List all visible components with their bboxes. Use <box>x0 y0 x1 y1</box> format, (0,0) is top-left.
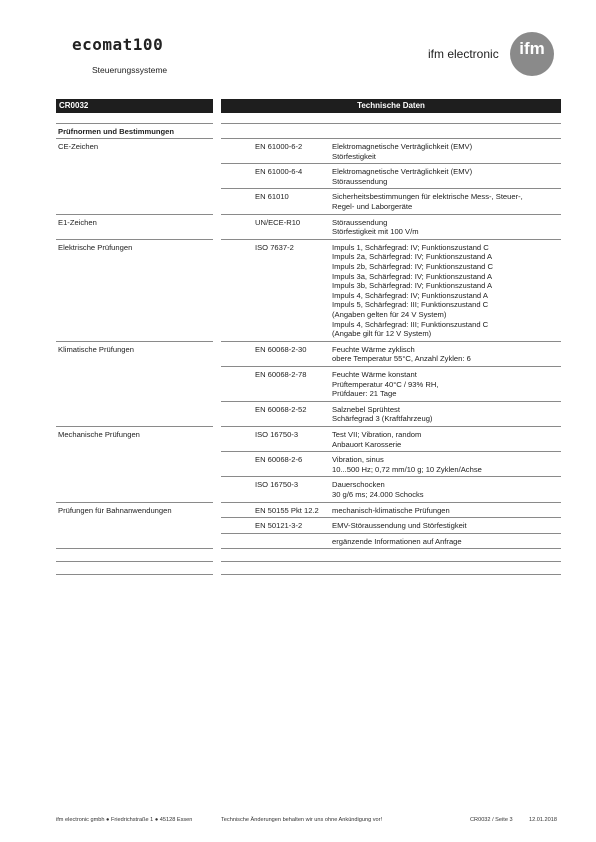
standard-code: ISO 16750-3 <box>255 430 299 439</box>
row-divider <box>221 451 561 452</box>
category-label: CE-Zeichen <box>58 142 99 151</box>
spec-description: Elektromagnetische Verträglichkeit (EMV) <box>332 167 473 177</box>
spec-description: 30 g/6 ms; 24.000 Schocks <box>332 490 424 499</box>
row-divider <box>56 138 213 139</box>
footer-address: ifm electronic gmbh ● Friedrichstraße 1 ● 45128 Essen <box>56 817 193 823</box>
spec-description: 10...500 Hz; 0,72 mm/10 g; 10 Zyklen/Achse <box>332 464 482 474</box>
spec-description: Impuls 4, Schärfegrad: IV; Funktionszustand A <box>332 290 488 300</box>
row-divider <box>56 239 213 240</box>
standard-code: EN 50121-3-2 <box>255 521 303 531</box>
row-divider <box>221 401 561 402</box>
spec-description: mechanisch-klimatische Prüfungen <box>332 505 450 515</box>
row-divider <box>221 426 561 427</box>
standard-code: EN 60068-2-30 <box>255 344 307 354</box>
row-divider <box>221 476 561 477</box>
spec-description: Vibration, sinus <box>332 455 384 465</box>
spec-description: ergänzende Informationen auf Anfrage <box>332 536 462 546</box>
standard-code: EN 50155 Pkt 12.2 <box>255 505 319 515</box>
spec-description: Regel- und Laborgeräte <box>332 202 413 211</box>
row-divider <box>221 502 561 503</box>
spec-description: Störfestigkeit mit 100 V/m <box>332 227 419 237</box>
spec-description: Impuls 5, Schärfegrad: III; Funktionszustand C <box>332 300 489 310</box>
category-label: Klimatische Prüfungen <box>58 344 134 354</box>
standard-code: ISO 16750-3 <box>255 480 299 490</box>
footer-notice: Technische Änderungen behalten wir uns ohne Ankündigung vor! <box>221 817 383 823</box>
row-divider <box>221 138 561 139</box>
header-section-title: Technische Daten <box>221 99 561 113</box>
spec-description: Impuls 2b, Schärfegrad: IV; Funktionszustand C <box>332 262 493 271</box>
spec-description: Salznebel Sprühtest <box>332 404 400 414</box>
row-divider <box>221 574 561 575</box>
row-divider <box>221 123 561 124</box>
spec-description: Feuchte Wärme konstant <box>332 370 417 379</box>
spec-description: Störaussendung <box>332 176 388 186</box>
spec-description: Dauerschocken <box>332 480 385 490</box>
standard-code: ISO 7637-2 <box>255 242 294 252</box>
row-divider <box>221 214 561 215</box>
spec-description: Anbauort Karosserie <box>332 439 402 449</box>
spec-description: obere Temperatur 55°C, Anzahl Zyklen: 6 <box>332 354 471 364</box>
spec-description: Test VII; Vibration, random <box>332 430 422 439</box>
row-divider <box>56 574 213 575</box>
standard-code: EN 61000-6-2 <box>255 142 303 151</box>
category-label: Prüfungen für Bahnanwendungen <box>58 505 172 515</box>
row-divider <box>221 366 561 367</box>
spec-description: Schärfegrad 3 (Kraftfahrzeug) <box>332 414 433 424</box>
spec-description: Impuls 3a, Schärfegrad: IV; Funktionszustand A <box>332 271 493 281</box>
row-divider <box>56 502 213 503</box>
ecomat-logo: ecomat100 <box>72 35 164 54</box>
row-divider <box>221 341 561 342</box>
row-divider <box>221 561 561 562</box>
row-divider <box>221 517 561 518</box>
spec-description: Impuls 1, Schärfegrad: IV; Funktionszustand C <box>332 242 489 252</box>
standard-code: EN 60068-2-78 <box>255 370 307 379</box>
logo-subtitle: Steuerungssysteme <box>92 65 168 75</box>
spec-description: (Angaben gelten für 24 V System) <box>332 310 447 319</box>
row-divider <box>56 561 213 562</box>
row-divider <box>56 123 213 124</box>
row-divider <box>221 533 561 534</box>
spec-description: Störaussendung <box>332 217 388 227</box>
spec-description: Impuls 2a, Schärfegrad: IV; Funktionszustand A <box>332 252 493 262</box>
spec-description: Störfestigkeit <box>332 151 376 161</box>
company-name: ifm electronic <box>428 47 499 61</box>
footer-page: CR0032 / Seite 3 <box>470 817 513 823</box>
row-divider <box>221 548 561 549</box>
row-divider <box>221 188 561 189</box>
category-label: Mechanische Prüfungen <box>58 430 140 439</box>
spec-description: Impuls 3b, Schärfegrad: IV; Funktionszustand A <box>332 281 493 291</box>
row-divider <box>56 214 213 215</box>
spec-description: (Angabe gilt für 12 V System) <box>332 329 432 339</box>
ifm-logo-icon: ifm <box>510 32 554 76</box>
section-title: Prüfnormen und Bestimmungen <box>58 127 175 136</box>
standard-code: UN/ECE-R10 <box>255 217 301 227</box>
spec-description: Prüfdauer: 21 Tage <box>332 389 397 399</box>
row-divider <box>56 548 213 549</box>
spec-description: Feuchte Wärme zyklisch <box>332 344 415 354</box>
row-divider <box>221 239 561 240</box>
row-divider <box>56 426 213 427</box>
category-label: E1-Zeichen <box>58 217 97 227</box>
spec-description: Prüftemperatur 40°C / 93% RH, <box>332 379 439 389</box>
row-divider <box>221 163 561 164</box>
spec-description: Impuls 4, Schärfegrad: III; Funktionszustand C <box>332 319 489 329</box>
row-divider <box>56 341 213 342</box>
spec-description: EMV-Störaussendung und Störfestigkeit <box>332 521 467 531</box>
spec-description: Sicherheitsbestimmungen für elektrische Mess-, Steuer-, <box>332 192 523 202</box>
standard-code: EN 61010 <box>255 192 289 202</box>
standard-code: EN 61000-6-4 <box>255 167 303 177</box>
footer-date: 12.01.2018 <box>529 817 557 823</box>
category-label: Elektrische Prüfungen <box>58 242 133 252</box>
header-product-code: CR0032 <box>56 99 213 113</box>
standard-code: EN 60068-2-6 <box>255 455 303 465</box>
standard-code: EN 60068-2-52 <box>255 404 307 414</box>
spec-description: Elektromagnetische Verträglichkeit (EMV) <box>332 142 473 151</box>
